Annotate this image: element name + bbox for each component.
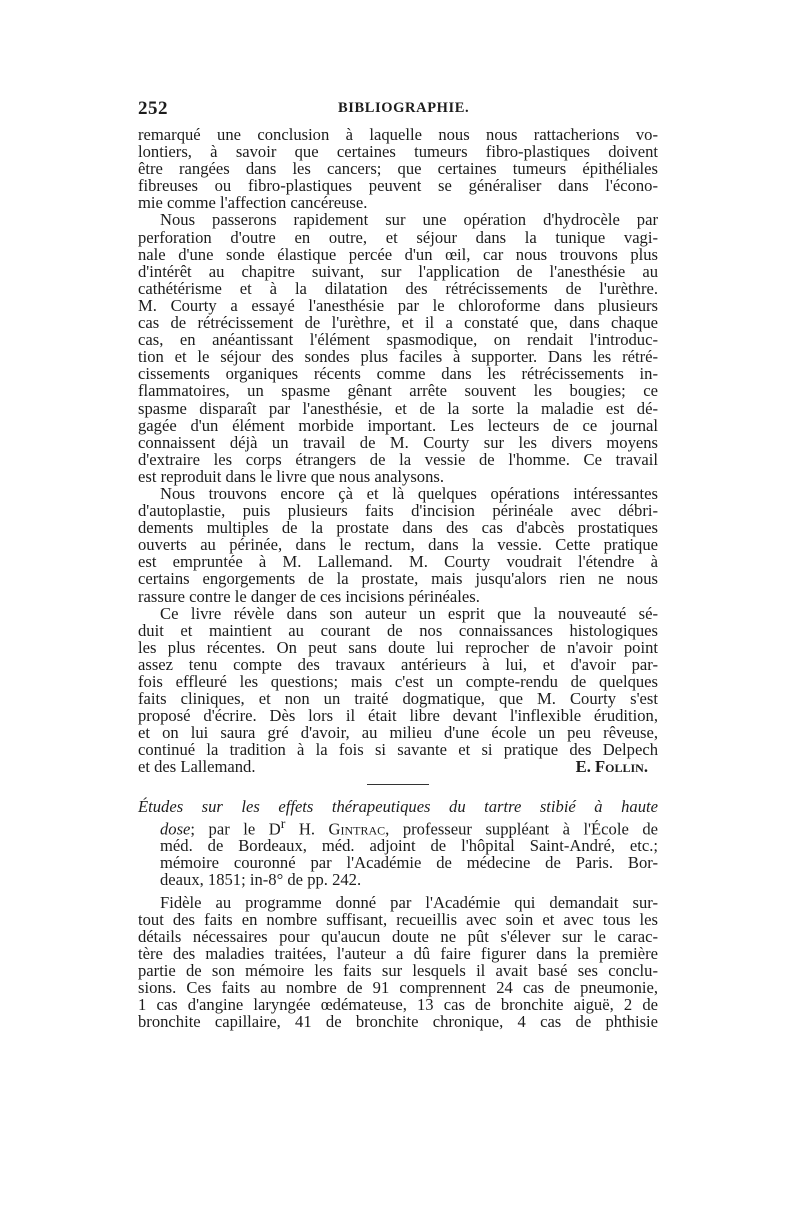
text-line: fibreuses ou fibro-plastiques peuvent se généraliser dans l'écono- xyxy=(138,176,658,196)
text-line: rassure contre le danger de ces incisions périnéales. xyxy=(138,586,480,606)
text-line: être rangées dans les cancers; que certaines tumeurs épithéliales xyxy=(138,159,658,179)
reference-title-line xyxy=(138,798,658,815)
text-line: d'autoplastie, puis plusieurs faits d'incision périnéale avec débri- xyxy=(138,501,658,521)
page-number: 252 xyxy=(138,98,168,119)
running-head xyxy=(138,98,658,126)
text-line: et on lui saura gré d'avoir, au milieu d'une école un peu rêveuse, xyxy=(138,723,658,743)
text-line: partie de son mémoire les faits sur lesquels il avait basé ses conclu- xyxy=(138,960,658,980)
text-line: 1 cas d'angine laryngée œdémateuse, 13 cas de bronchite aiguë, 2 de xyxy=(138,995,658,1015)
text-line: Ce livre révèle dans son auteur un esprit que la nouveauté sé- xyxy=(160,603,658,623)
reference-title: Études sur les effets thérapeutiques du tartre stibié à haute xyxy=(138,796,658,816)
review-gintrac xyxy=(138,894,658,1031)
reference-line: deaux, 1851; in-8° de pp. 242. xyxy=(160,870,362,890)
text-line: fois effleuré les questions; mais c'est un compte-rendu de quelques xyxy=(138,672,658,691)
text-line: spasme disparaît par l'anesthésie, et de la sorte la maladie est dé- xyxy=(138,398,658,418)
reference-title-end: dose xyxy=(160,819,191,839)
reference-initial: H. xyxy=(285,819,329,839)
reference-author-line xyxy=(138,815,658,838)
text-line: remarqué une conclusion à laquelle nous nous rattacherions vo- xyxy=(138,125,658,144)
text-line: tion et le séjour des sondes plus faciles à supporter. Dans les rétré- xyxy=(138,347,658,367)
text-line: continué la tradition à la fois si savante et si pratique des Delpech xyxy=(138,740,658,760)
text-line: cissements organiques récents comme dans les rétrécissements in- xyxy=(138,364,658,384)
text-line: cas de rétrécissement de l'urèthre, et il a constaté que, dans chaque xyxy=(138,313,658,333)
text-line: sions. Ces faits au nombre de 91 comprennent 24 cas de pneumonie, xyxy=(138,978,658,998)
reference-author: Gintrac xyxy=(328,819,386,839)
reference-line: méd. de Bordeaux, méd. adjoint de l'hôpital Saint-André, etc.; xyxy=(160,836,658,856)
signature-name: Follin. xyxy=(595,757,648,777)
text-line: perforation d'outre en outre, et séjour dans la tunique vagi- xyxy=(138,227,658,247)
reference-by: ; par le D xyxy=(190,819,281,839)
text-line: tère des maladies traitées, l'auteur a dû faire figurer dans la première xyxy=(138,943,658,963)
closing-text: et des Lallemand. xyxy=(138,757,256,777)
text-line: nale d'une sonde élastique percée d'un œil, car nous trouvons plus xyxy=(138,244,658,264)
text-line: M. Courty a essayé l'anesthésie par le chloroforme dans plusieurs xyxy=(138,295,658,315)
reference-sup: r xyxy=(280,815,286,831)
text-line: est reproduit dans le livre que nous analysons. xyxy=(138,466,444,486)
text-line: proposé d'écrire. Dès lors il était libre devant l'inflexible érudition, xyxy=(138,706,658,726)
text-line: assez tenu compte des travaux antérieurs à lui, et d'avoir par- xyxy=(138,654,658,674)
text-line: connaissent déjà un travail de M. Courty sur les divers moyens xyxy=(138,432,658,452)
text-line: certains engorgements de la prostate, mais jusqu'alors rien ne nous xyxy=(138,569,658,589)
text-line: bronchite capillaire, 41 de bronchite chronique, 4 cas de phthisie xyxy=(138,1012,658,1032)
review-gintrac-reference xyxy=(138,798,658,889)
reviewer-signature xyxy=(576,758,658,775)
text-line: Nous passerons rapidement sur une opération d'hydrocèle par xyxy=(160,210,658,230)
text-line: d'intérêt au chapitre suivant, sur l'application de l'anesthésie au xyxy=(138,261,658,281)
section-separator xyxy=(367,784,429,785)
review-courty xyxy=(138,126,658,776)
text-line: duit et maintient au courant de nos connaissances histologiques xyxy=(138,620,658,640)
text-line: détails nécessaires pour qu'aucun doute ne pût s'élever sur le carac- xyxy=(138,926,658,946)
text-line: est empruntée à M. Lallemand. M. Courty voudrait l'étendre à xyxy=(138,552,658,572)
text-line: Nous trouvons encore çà et là quelques opérations intéressantes xyxy=(160,483,658,503)
reference-affiliation: , professeur suppléant à l'École de xyxy=(385,819,659,839)
running-title: BIBLIOGRAPHIE. xyxy=(338,100,470,116)
text-line: les plus récentes. On peut sans doute lui reprocher de n'avoir point xyxy=(138,637,658,657)
reference-line: mémoire couronné par l'Académie de médecine de Paris. Bor- xyxy=(160,853,658,873)
text-line: mie comme l'affection cancéreuse. xyxy=(138,193,368,213)
text-line: dements multiples de la prostate dans des cas d'abcès prostatiques xyxy=(138,518,658,538)
text-line: gagée d'un élément morbide important. Les lecteurs de ce journal xyxy=(138,415,658,435)
text-line: faits cliniques, et non un traité dogmatique, que M. Courty s'est xyxy=(138,689,658,709)
text-line: cas, en anéantissant l'élément spasmodique, on rendait l'introduc- xyxy=(138,330,658,350)
text-line: lontiers, à savoir que certaines tumeurs fibro-plastiques doivent xyxy=(138,142,658,162)
text-line: cathétérisme et à la dilatation des rétrécissements de l'urèthre. xyxy=(138,278,658,298)
text-line: flammatoires, un spasme gênant arrête souvent les bougies; ce xyxy=(138,381,658,401)
text-line: ouverts au périnée, dans le rectum, dans la vessie. Cette pratique xyxy=(138,535,658,555)
text-line: tout des faits en nombre suffisant, recueillis avec soin et avec tous les xyxy=(138,909,658,929)
signature-initial: E. xyxy=(575,757,596,777)
book-page xyxy=(138,98,658,1030)
text-line: d'extraire les corps étrangers de la vessie de l'homme. Ce travail xyxy=(138,449,658,469)
signature-line xyxy=(138,758,658,775)
text-line: Fidèle au programme donné par l'Académie qui demandait sur- xyxy=(160,892,658,912)
